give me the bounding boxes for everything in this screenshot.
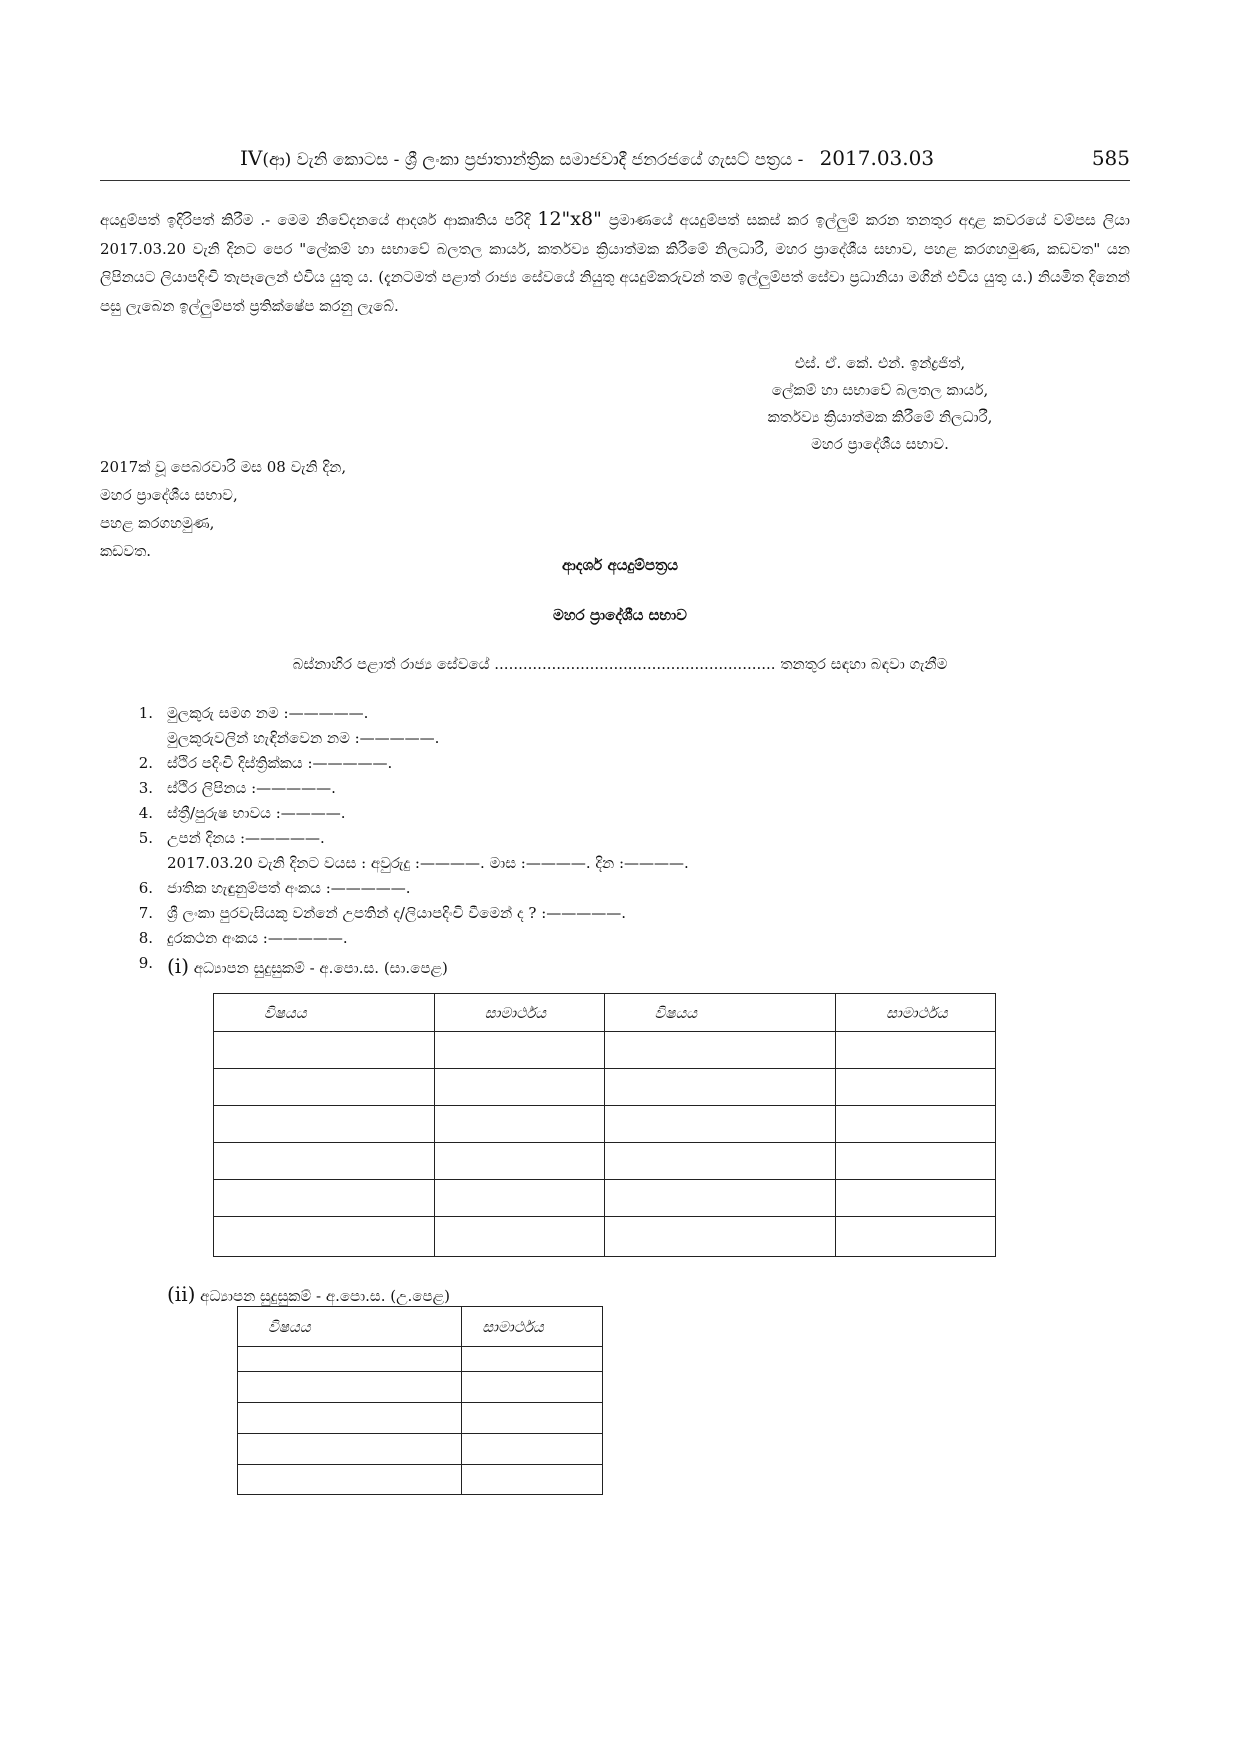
list-item: 7. ශ්‍රී ලංකා පුරවැසියකු වන්නේ උපතින් ද/ලියාපදිංචි වීමෙන් ද ? :—————.	[138, 904, 627, 922]
address-line: 2017ක් වූ පෙබරවාරි මස 08 වැනි දින,	[100, 458, 347, 476]
table-cell[interactable]	[238, 1434, 462, 1465]
page-number: 585	[1091, 146, 1130, 170]
table-row	[214, 1143, 996, 1180]
table-cell[interactable]	[604, 1143, 836, 1180]
table-cell[interactable]	[214, 1032, 435, 1069]
table-cell[interactable]	[836, 1106, 996, 1143]
table-cell[interactable]	[462, 1434, 603, 1465]
form-organisation: මහර ප්‍රාදේශීය සභාව	[553, 606, 687, 624]
table-cell[interactable]	[836, 1217, 996, 1257]
table-cell[interactable]	[434, 1106, 604, 1143]
ol-results-table	[213, 993, 996, 1257]
table-cell[interactable]	[604, 1180, 836, 1217]
table-cell[interactable]	[238, 1465, 462, 1495]
table-header: විෂයය	[604, 994, 836, 1032]
table-cell[interactable]	[238, 1372, 462, 1403]
table-header: විෂයය	[238, 1307, 462, 1347]
header-part-suffix: (ආ) වැනි කොටස	[262, 150, 389, 170]
table-cell[interactable]	[462, 1465, 603, 1495]
list-item: 3. ස්ථිර ලිපිනය :—————.	[138, 779, 336, 797]
roman-numeral: (ii)	[167, 1282, 196, 1306]
signature-line: ලේකම් හා සභාවේ බලතල කාර්ය,	[771, 381, 989, 399]
header-title: IV(ආ) වැනි කොටස - ශ්‍රී ලංකා ප්‍රජාතාන්ත්‍රික සමාජවාදී ජනරජයේ ගැසට් පත්‍රය - 2017.03.03	[240, 146, 935, 170]
table-cell[interactable]	[836, 1180, 996, 1217]
table-row	[214, 1180, 996, 1217]
form-title: ආදර්ශ අයදුම්පත්‍රය	[561, 556, 679, 574]
header-part: IV	[240, 146, 263, 170]
list-item: 2. ස්ථිර පදිංචි දිස්ත්‍රික්කය :—————.	[138, 754, 393, 772]
list-item: 5. උපන් දිනය :—————.	[138, 829, 325, 847]
al-results-table	[237, 1306, 603, 1495]
signature-block	[700, 350, 1060, 458]
table-cell[interactable]	[214, 1143, 435, 1180]
table-row	[214, 1069, 996, 1106]
table-row	[238, 1403, 603, 1434]
list-item: මුලකුරුවලින් හැඳින්වෙන නම :—————.	[167, 729, 440, 747]
signature-line: මහර ප්‍රාදේශීය සභාව.	[811, 435, 949, 453]
al-qualifications-label: (ii) අධ්‍යාපන සුදුසුකම් - අ.පො.ස. (උ.පෙළ)	[167, 1282, 450, 1306]
list-item: 1. මුලකුරු සමග නම :—————.	[138, 704, 369, 722]
address-line: කඩවත.	[100, 542, 152, 560]
page-header	[100, 146, 1130, 181]
table-cell[interactable]	[604, 1032, 836, 1069]
table-cell[interactable]	[238, 1347, 462, 1372]
table-header: විෂයය	[214, 994, 435, 1032]
table-cell[interactable]	[604, 1217, 836, 1257]
table-cell[interactable]	[462, 1347, 603, 1372]
table-row	[214, 1106, 996, 1143]
notice-text-b: ප්‍රමාණයේ අයදුම්පත් සකස් කර ඉල්ලුම් කරන තනතුර අදාළ කවරයේ වම්පස ලියා 2017.03.20 වැනි දිනට පෙර "ලේකම් හා සභාවේ බලතල කාර්ය, කර්තව්‍ය ක්‍රියාත්මක කිරීමේ නිලධාරී, මහර ප්‍රාදේශීය සභාව, පහළ කරගහමුණ, කඩවත" යන ලිපිනයට ලියාපදිංචි තැපෑලෙන් එවිය යුතු ය. (දැනටමත් පළාත් රාජ්‍ය සේවයේ නියුතු අයදුම්කරුවන් තම ඉල්ලුම්පත් සේවා ප්‍රධානියා මගින් එවිය යුතු ය.) නියමිත දිනෙන් පසු ලැබෙන ඉල්ලුම්පත් ප්‍රතික්ෂේප කරනු ලැබේ.	[100, 211, 1130, 315]
table-cell[interactable]	[836, 1069, 996, 1106]
table-cell[interactable]	[836, 1143, 996, 1180]
notice-paragraph	[100, 205, 1130, 320]
list-item: 2017.03.20 වැනි දිනට වයස : අවුරුදු :————. මාස :————. දින :————.	[167, 854, 689, 872]
table-cell[interactable]	[604, 1106, 836, 1143]
table-cell[interactable]	[214, 1217, 435, 1257]
table-cell[interactable]	[214, 1069, 435, 1106]
table-header: සාමාර්ථය	[462, 1307, 603, 1347]
table-cell[interactable]	[214, 1106, 435, 1143]
table-row	[214, 1217, 996, 1257]
signature-line: එස්. ඒ. කේ. එන්. ඉන්ද්‍රජිත්,	[794, 354, 966, 372]
address-block	[100, 453, 346, 565]
list-item: 8. දුරකථන අංකය :—————.	[138, 929, 348, 947]
address-line: පහළ කරගහමුණ,	[100, 514, 215, 532]
table-header: සාමාර්ථය	[836, 994, 996, 1032]
table-cell[interactable]	[434, 1032, 604, 1069]
table-cell[interactable]	[836, 1032, 996, 1069]
table-row	[238, 1347, 603, 1372]
notice-text-a: අයදුම්පත් ඉදිරිපත් කිරීම .- මෙම නිවේදනයේ ආදර්ශ ආකෘතිය පරිදි	[100, 211, 538, 229]
table-row	[214, 1032, 996, 1069]
table-row	[238, 1372, 603, 1403]
header-date: 2017.03.03	[819, 146, 935, 170]
roman-numeral: (i)	[167, 954, 190, 978]
table-cell[interactable]	[434, 1180, 604, 1217]
table-row	[238, 1434, 603, 1465]
table-row	[238, 1465, 603, 1495]
list-item: 6. ජාතික හැඳුනුම්පත් අංකය :—————.	[138, 879, 411, 897]
notice-size: 12"x8"	[537, 208, 602, 230]
table-cell[interactable]	[238, 1403, 462, 1434]
signature-line: කර්තව්‍ය ක්‍රියාත්මක කිරීමේ නිලධාරී,	[767, 408, 993, 426]
table-cell[interactable]	[214, 1180, 435, 1217]
table-cell[interactable]	[604, 1069, 836, 1106]
list-item: 4. ස්ත්‍රී/පුරුෂ භාවය :————.	[138, 804, 346, 822]
address-line: මහර ප්‍රාදේශීය සභාව,	[100, 486, 238, 504]
table-cell[interactable]	[462, 1403, 603, 1434]
table-cell[interactable]	[434, 1143, 604, 1180]
list-item: 9. (i) අධ්‍යාපන සුදුසුකම් - අ.පො.ස. (සා.පෙළ)	[138, 954, 448, 978]
table-cell[interactable]	[434, 1069, 604, 1106]
table-header: සාමාර්ථය	[434, 994, 604, 1032]
post-line: බස්නාහිර පළාත් රාජ්‍ය සේවයේ ........................................................... තනතුර සඳහා බඳවා ගැනීම	[292, 655, 948, 673]
header-gazette-title: ශ්‍රී ලංකා ප්‍රජාතාන්ත්‍රික සමාජවාදී ජනරජයේ ගැසට් පත්‍රය	[404, 150, 793, 170]
table-cell[interactable]	[434, 1217, 604, 1257]
table-cell[interactable]	[462, 1372, 603, 1403]
